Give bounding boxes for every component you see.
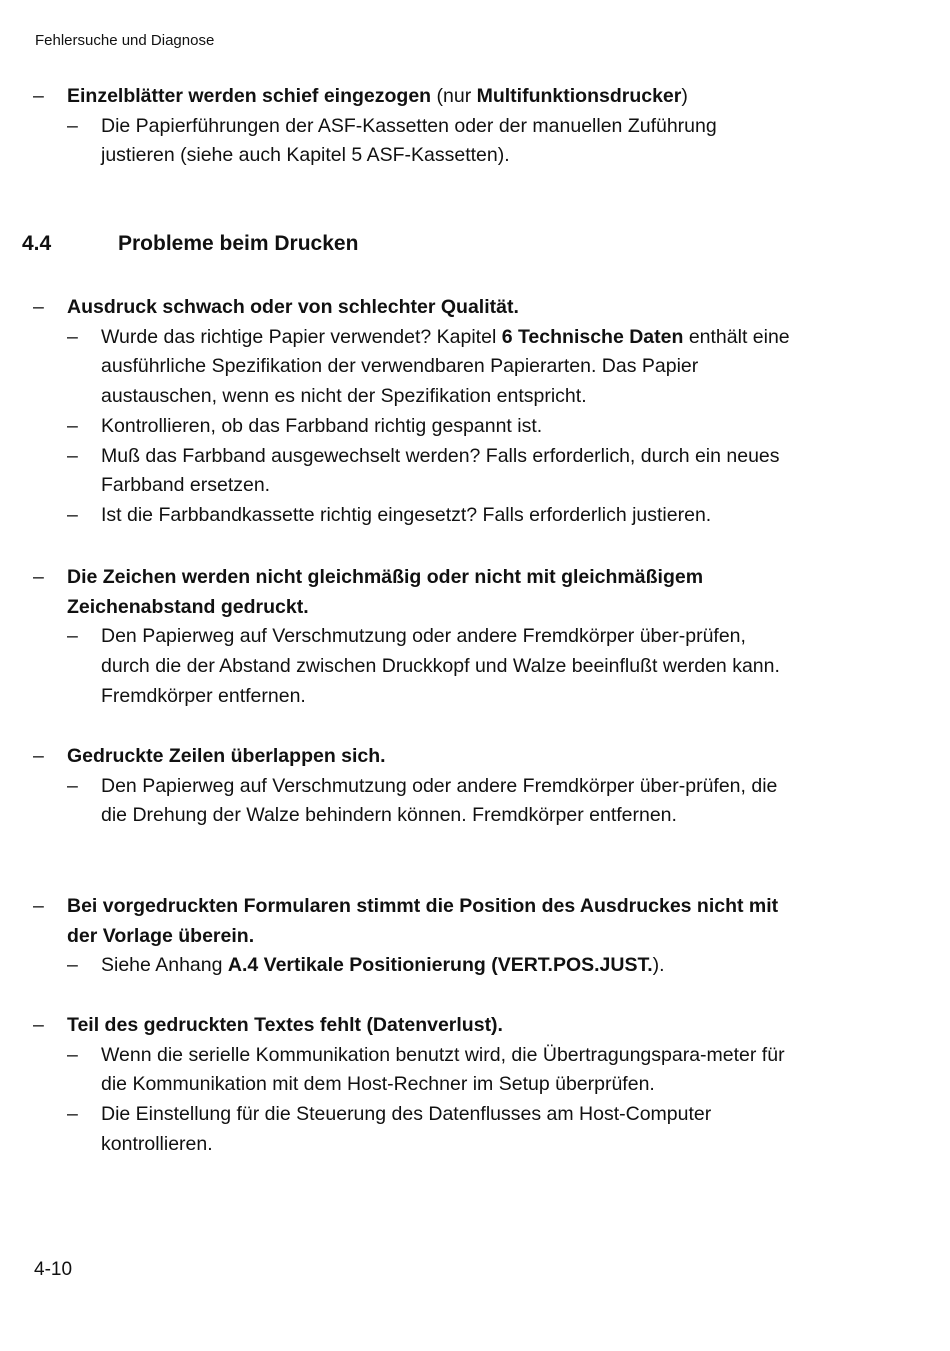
remedy-item bbox=[33, 112, 793, 172]
remedy-text: Muß das Farbband ausgewechselt werden? Falls erforderlich, durch ein neues Farbband ersetzen. bbox=[101, 444, 780, 497]
remedy-item bbox=[33, 412, 793, 442]
issue-title-text: Bei vorgedruckten Formularen stimmt die Position des Ausdruckes nicht mit der Vorlage überein. bbox=[67, 895, 779, 947]
issue-title-text: Teil des gedruckten Textes fehlt (Datenverlust). bbox=[67, 1014, 503, 1036]
remedy-item bbox=[33, 442, 793, 502]
remedy-item bbox=[33, 1100, 793, 1160]
issue-title-text: Gedruckte Zeilen überlappen sich. bbox=[67, 745, 386, 767]
dash-marker: – bbox=[67, 504, 78, 527]
dash-marker: – bbox=[33, 85, 44, 107]
issue-title bbox=[33, 563, 793, 622]
issue-title-model: Multifunktionsdrucker bbox=[476, 85, 682, 107]
dash-marker: – bbox=[67, 1103, 78, 1126]
remedy-item bbox=[33, 1041, 793, 1101]
dash-marker: – bbox=[33, 566, 44, 588]
remedy-text-cont: ). bbox=[652, 954, 665, 976]
issue-sheets-skewed bbox=[33, 82, 793, 171]
remedy-text: Wurde das richtige Papier verwendet? Kapitel bbox=[101, 325, 502, 348]
remedy-text: Die Papierführungen der ASF-Kassetten oder der manuellen Zuführung justieren (siehe auch Kapitel 5 ASF-Kassetten). bbox=[101, 114, 717, 167]
dash-marker: – bbox=[67, 444, 78, 467]
dash-marker: – bbox=[67, 325, 78, 348]
remedy-text: Den Papierweg auf Verschmutzung oder andere Fremdkörper über-prüfen, die die Drehung der Walze behindern können. Fremdkörper entfernen. bbox=[101, 774, 778, 827]
dash-marker: – bbox=[67, 114, 78, 137]
appendix-reference: A.4 Vertikale Positionierung (VERT.POS.JUST. bbox=[227, 954, 653, 976]
issue-title bbox=[33, 892, 793, 951]
section-title: Probleme beim Drucken bbox=[118, 232, 359, 255]
remedy-text: Den Papierweg auf Verschmutzung oder andere Fremdkörper über-prüfen, durch die der Abstand zwischen Druckkopf und Walze beeinflußt werden kann. Fremdkörper entfernen. bbox=[101, 625, 780, 707]
remedy-text: Die Einstellung für die Steuerung des Datenflusses am Host-Computer kontrollieren. bbox=[101, 1103, 712, 1155]
issue-title-text: Einzelblätter werden schief eingezogen bbox=[67, 85, 432, 107]
issue-poor-quality bbox=[33, 293, 793, 531]
remedy-text: Siehe Anhang bbox=[101, 954, 228, 976]
remedy-text: Wenn die serielle Kommunikation benutzt wird, die Übertragungspara-meter für die Kommunikation mit dem Host-Rechner im Setup überprüfen. bbox=[101, 1043, 785, 1096]
issue-overlapping-lines bbox=[33, 742, 793, 831]
remedy-item bbox=[33, 951, 793, 981]
section-number: 4.4 bbox=[22, 232, 52, 255]
dash-marker: – bbox=[67, 414, 78, 437]
issue-title bbox=[33, 1011, 793, 1041]
remedy-text-cont: enthält eine ausführliche Spezifikation der verwendbaren Papierarten. Das Papier austauschen, wenn es nicht der Spezifikation entspricht. bbox=[101, 325, 790, 408]
dash-marker: – bbox=[67, 625, 78, 647]
running-header: Fehlersuche und Diagnose bbox=[35, 32, 215, 49]
remedy-text: Kontrollieren, ob das Farbband richtig gespannt ist. bbox=[101, 414, 543, 437]
issue-form-position bbox=[33, 892, 793, 981]
issue-title-text: Die Zeichen werden nicht gleichmäßig oder nicht mit gleichmäßigem Zeichenabstand gedruckt. bbox=[67, 566, 704, 618]
issue-data-loss bbox=[33, 1011, 793, 1160]
section-heading bbox=[22, 232, 358, 256]
page-number: 4-10 bbox=[34, 1259, 73, 1280]
remedy-item bbox=[33, 323, 793, 412]
dash-marker: – bbox=[33, 296, 44, 318]
chapter-reference: 6 Technische Daten bbox=[501, 325, 684, 348]
remedy-text: Ist die Farbbandkassette richtig eingesetzt? Falls erforderlich justieren. bbox=[101, 504, 712, 527]
remedy-item bbox=[33, 772, 793, 832]
issue-title-note-close: ) bbox=[681, 85, 688, 107]
dash-marker: – bbox=[67, 954, 78, 976]
issue-title bbox=[33, 293, 793, 323]
issue-title bbox=[33, 742, 793, 772]
dash-marker: – bbox=[67, 1043, 78, 1066]
remedy-item bbox=[33, 501, 793, 531]
issue-title-text: Ausdruck schwach oder von schlechter Qualität. bbox=[67, 296, 519, 318]
remedy-item bbox=[33, 622, 793, 711]
dash-marker: – bbox=[67, 774, 78, 797]
dash-marker: – bbox=[33, 1014, 44, 1036]
issue-uneven-characters bbox=[33, 563, 793, 711]
issue-title-note: (nur bbox=[431, 85, 477, 107]
dash-marker: – bbox=[33, 895, 44, 917]
issue-title bbox=[33, 82, 793, 112]
dash-marker: – bbox=[33, 745, 44, 767]
